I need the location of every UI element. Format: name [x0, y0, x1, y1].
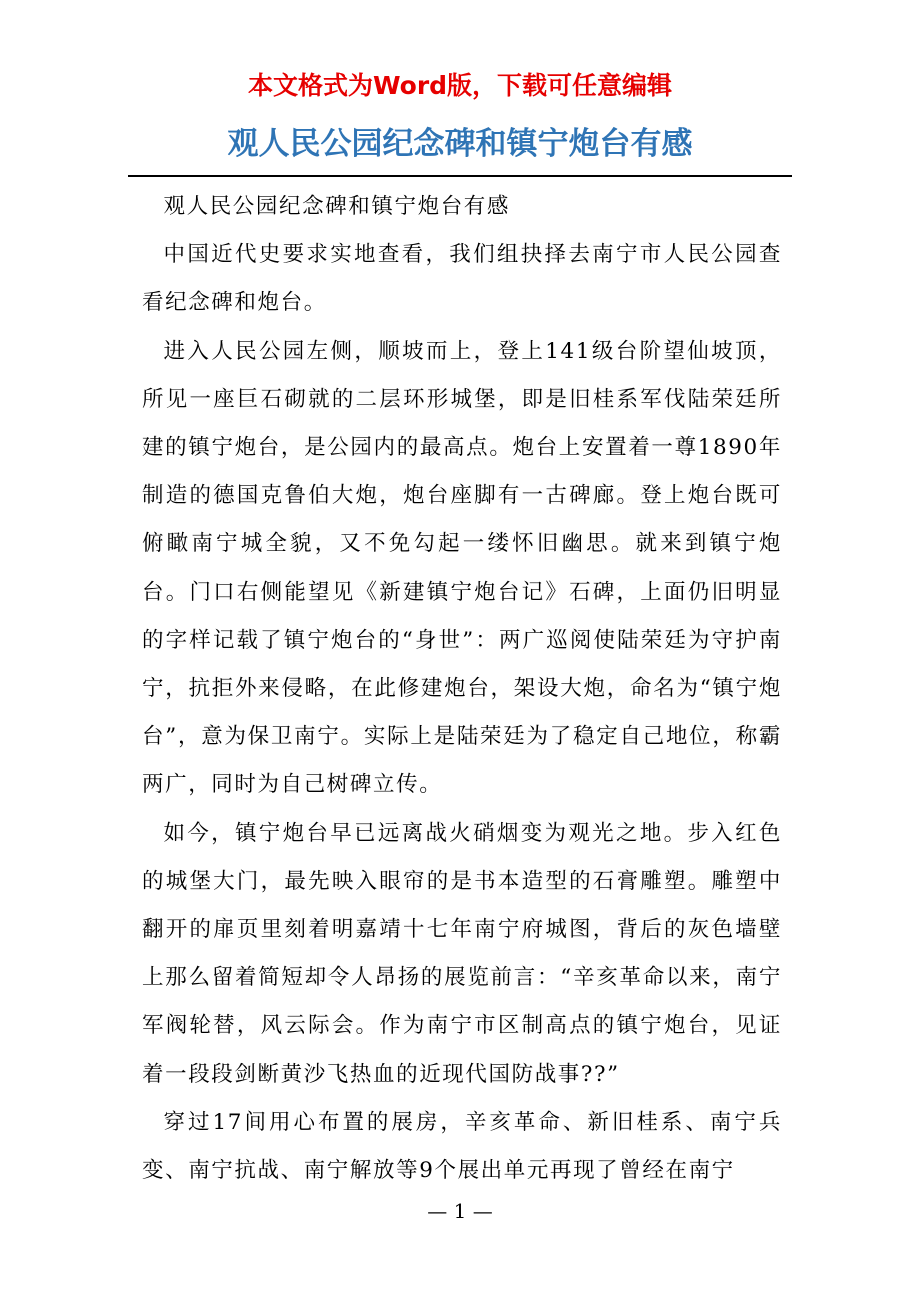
document-title: 观人民公园纪念碑和镇宁炮台有感	[227, 126, 693, 162]
paragraph: 进入人民公园左侧，顺坡而上，登上141级台阶望仙坡顶，所见一座巨石砌就的二层环形城堡，即是旧桂系军伐陆荣廷所建的镇宁炮台，是公园内的最高点。炮台上安置着一尊1890年制造的德国克鲁伯大炮，炮台座脚有一古碑廊。登上炮台既可俯瞰南宁城全貌，又不免勾起一缕怀旧幽思。就来到镇宁炮台。门口右侧能望见《新建镇宁炮台记》石碑，上面仍旧明显的字样记载了镇宁炮台的“身世”：两广巡阅使陆荣廷为守护南宁，抗拒外来侵略，在此修建炮台，架设大炮，命名为“镇宁炮台”，意为保卫南宁。实际上是陆荣廷为了稳定自己地位，称霸两广，同时为自己树碑立传。	[142, 338, 782, 798]
document-body	[142, 183, 782, 1195]
format-notice-banner: 本文格式为Word版，下载可任意编辑	[247, 71, 673, 100]
paragraph-subtitle: 观人民公园纪念碑和镇宁炮台有感	[163, 194, 511, 219]
page-number: — 1 —	[427, 1199, 493, 1223]
paragraph: 如今，镇宁炮台早已远离战火硝烟变为观光之地。步入红色的城堡大门，最先映入眼帘的是书本造型的石膏雕塑。雕塑中翻开的扉页里刻着明嘉靖十七年南宁府城图，背后的灰色墙壁上那么留着简短却令人昂扬的展览前言：“辛亥革命以来，南宁军阀轮替，风云际会。作为南宁市区制高点的镇宁炮台，见证着一段段剑断黄沙飞热血的近现代国防战事??”	[142, 820, 782, 1087]
paragraph: 中国近代史要求实地查看，我们组抉择去南宁市人民公园查看纪念碑和炮台。	[142, 242, 782, 316]
paragraph: 穿过17间用心布置的展房，辛亥革命、新旧桂系、南宁兵变、南宁抗战、南宁解放等9个展出单元再现了曾经在南宁	[142, 1109, 782, 1184]
title-divider	[128, 175, 792, 177]
